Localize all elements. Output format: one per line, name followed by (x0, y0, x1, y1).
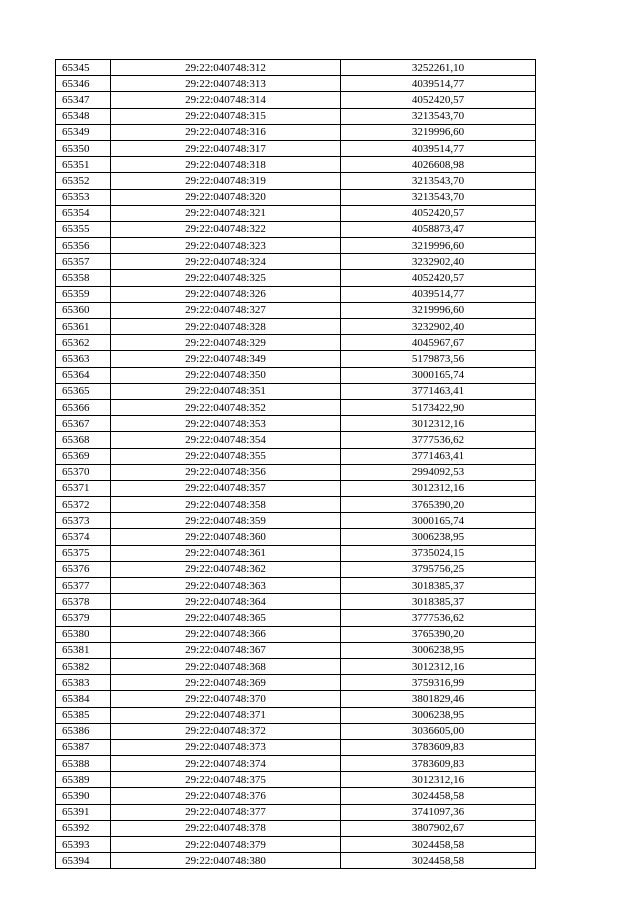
row-number-cell: 65386 (56, 723, 111, 739)
cadastral-value-table (55, 59, 536, 869)
cadastral-value-cell: 4052420,57 (341, 270, 536, 286)
table-row (56, 820, 536, 836)
table-row (56, 545, 536, 561)
cadastral-value-cell: 3759316,99 (341, 675, 536, 691)
cadastral-number-cell: 29:22:040748:374 (111, 756, 341, 772)
row-number-cell: 65367 (56, 416, 111, 432)
cadastral-value-cell: 3006238,95 (341, 529, 536, 545)
cadastral-number-cell: 29:22:040748:322 (111, 221, 341, 237)
row-number-cell: 65354 (56, 205, 111, 221)
cadastral-number-cell: 29:22:040748:318 (111, 157, 341, 173)
row-number-cell: 65372 (56, 497, 111, 513)
cadastral-number-cell: 29:22:040748:378 (111, 820, 341, 836)
table-row (56, 124, 536, 140)
row-number-cell: 65390 (56, 788, 111, 804)
table-row (56, 399, 536, 415)
row-number-cell: 65387 (56, 739, 111, 755)
cadastral-number-cell: 29:22:040748:314 (111, 92, 341, 108)
cadastral-number-cell: 29:22:040748:313 (111, 76, 341, 92)
row-number-cell: 65394 (56, 853, 111, 869)
cadastral-number-cell: 29:22:040748:367 (111, 642, 341, 658)
row-number-cell: 65356 (56, 238, 111, 254)
row-number-cell: 65378 (56, 594, 111, 610)
row-number-cell: 65376 (56, 561, 111, 577)
cadastral-value-cell: 4039514,77 (341, 76, 536, 92)
table-row (56, 658, 536, 674)
cadastral-value-cell: 3000165,74 (341, 513, 536, 529)
cadastral-number-cell: 29:22:040748:380 (111, 853, 341, 869)
cadastral-number-cell: 29:22:040748:364 (111, 594, 341, 610)
table-row (56, 157, 536, 173)
cadastral-value-cell: 3765390,20 (341, 626, 536, 642)
cadastral-number-cell: 29:22:040748:375 (111, 772, 341, 788)
table-row (56, 416, 536, 432)
table-row (56, 561, 536, 577)
table-row (56, 351, 536, 367)
table-row (56, 513, 536, 529)
cadastral-number-cell: 29:22:040748:324 (111, 254, 341, 270)
cadastral-value-cell: 3801829,46 (341, 691, 536, 707)
row-number-cell: 65360 (56, 302, 111, 318)
row-number-cell: 65346 (56, 76, 111, 92)
table-row (56, 804, 536, 820)
row-number-cell: 65368 (56, 432, 111, 448)
cadastral-number-cell: 29:22:040748:366 (111, 626, 341, 642)
cadastral-value-cell: 4052420,57 (341, 205, 536, 221)
cadastral-number-cell: 29:22:040748:351 (111, 383, 341, 399)
cadastral-value-cell: 3000165,74 (341, 367, 536, 383)
table-row (56, 254, 536, 270)
cadastral-value-cell: 3783609,83 (341, 756, 536, 772)
cadastral-number-cell: 29:22:040748:325 (111, 270, 341, 286)
row-number-cell: 65392 (56, 820, 111, 836)
cadastral-value-cell: 3012312,16 (341, 772, 536, 788)
cadastral-value-cell: 3219996,60 (341, 238, 536, 254)
cadastral-value-cell: 3232902,40 (341, 319, 536, 335)
table-row (56, 739, 536, 755)
table-row (56, 675, 536, 691)
row-number-cell: 65375 (56, 545, 111, 561)
cadastral-number-cell: 29:22:040748:373 (111, 739, 341, 755)
cadastral-value-cell: 4052420,57 (341, 92, 536, 108)
cadastral-value-cell: 4026608,98 (341, 157, 536, 173)
cadastral-number-cell: 29:22:040748:353 (111, 416, 341, 432)
table-row (56, 173, 536, 189)
row-number-cell: 65361 (56, 319, 111, 335)
cadastral-number-cell: 29:22:040748:316 (111, 124, 341, 140)
cadastral-number-cell: 29:22:040748:349 (111, 351, 341, 367)
cadastral-number-cell: 29:22:040748:371 (111, 707, 341, 723)
table-row (56, 335, 536, 351)
cadastral-number-cell: 29:22:040748:320 (111, 189, 341, 205)
cadastral-number-cell: 29:22:040748:352 (111, 399, 341, 415)
row-number-cell: 65370 (56, 464, 111, 480)
cadastral-number-cell: 29:22:040748:376 (111, 788, 341, 804)
table-row (56, 205, 536, 221)
cadastral-value-cell: 3213543,70 (341, 173, 536, 189)
row-number-cell: 65349 (56, 124, 111, 140)
row-number-cell: 65382 (56, 658, 111, 674)
cadastral-value-cell: 5179873,56 (341, 351, 536, 367)
row-number-cell: 65348 (56, 108, 111, 124)
cadastral-value-cell: 3006238,95 (341, 642, 536, 658)
cadastral-value-cell: 3771463,41 (341, 448, 536, 464)
row-number-cell: 65369 (56, 448, 111, 464)
cadastral-value-cell: 3777536,62 (341, 610, 536, 626)
table-row (56, 302, 536, 318)
table-row (56, 448, 536, 464)
cadastral-value-cell: 3018385,37 (341, 578, 536, 594)
cadastral-number-cell: 29:22:040748:321 (111, 205, 341, 221)
cadastral-number-cell: 29:22:040748:365 (111, 610, 341, 626)
cadastral-number-cell: 29:22:040748:368 (111, 658, 341, 674)
cadastral-value-cell: 3252261,10 (341, 60, 536, 76)
cadastral-value-cell: 3765390,20 (341, 497, 536, 513)
row-number-cell: 65380 (56, 626, 111, 642)
cadastral-number-cell: 29:22:040748:363 (111, 578, 341, 594)
table-row (56, 480, 536, 496)
row-number-cell: 65391 (56, 804, 111, 820)
cadastral-number-cell: 29:22:040748:355 (111, 448, 341, 464)
cadastral-value-cell: 3018385,37 (341, 594, 536, 610)
table-row (56, 464, 536, 480)
cadastral-value-cell: 3219996,60 (341, 302, 536, 318)
cadastral-value-cell: 3741097,36 (341, 804, 536, 820)
table-row (56, 853, 536, 869)
table-row (56, 497, 536, 513)
table-row (56, 837, 536, 853)
cadastral-number-cell: 29:22:040748:315 (111, 108, 341, 124)
table-row (56, 319, 536, 335)
cadastral-value-cell: 3213543,70 (341, 189, 536, 205)
row-number-cell: 65366 (56, 399, 111, 415)
cadastral-number-cell: 29:22:040748:326 (111, 286, 341, 302)
cadastral-value-cell: 3777536,62 (341, 432, 536, 448)
row-number-cell: 65350 (56, 140, 111, 156)
table-body (56, 60, 536, 869)
row-number-cell: 65362 (56, 335, 111, 351)
table-row (56, 238, 536, 254)
row-number-cell: 65352 (56, 173, 111, 189)
cadastral-value-cell: 5173422,90 (341, 399, 536, 415)
table-row (56, 529, 536, 545)
table-row (56, 707, 536, 723)
cadastral-value-cell: 3219996,60 (341, 124, 536, 140)
table-row (56, 367, 536, 383)
row-number-cell: 65358 (56, 270, 111, 286)
table-row (56, 626, 536, 642)
cadastral-value-cell: 3036605,00 (341, 723, 536, 739)
cadastral-number-cell: 29:22:040748:327 (111, 302, 341, 318)
cadastral-value-cell: 3024458,58 (341, 788, 536, 804)
table-row (56, 189, 536, 205)
cadastral-number-cell: 29:22:040748:370 (111, 691, 341, 707)
table-row (56, 594, 536, 610)
table-row (56, 756, 536, 772)
cadastral-number-cell: 29:22:040748:328 (111, 319, 341, 335)
cadastral-value-cell: 3012312,16 (341, 416, 536, 432)
row-number-cell: 65357 (56, 254, 111, 270)
cadastral-value-cell: 4045967,67 (341, 335, 536, 351)
row-number-cell: 65373 (56, 513, 111, 529)
table-row (56, 432, 536, 448)
cadastral-value-cell: 3213543,70 (341, 108, 536, 124)
cadastral-value-cell: 4039514,77 (341, 140, 536, 156)
table-row (56, 723, 536, 739)
cadastral-number-cell: 29:22:040748:360 (111, 529, 341, 545)
cadastral-number-cell: 29:22:040748:357 (111, 480, 341, 496)
row-number-cell: 65379 (56, 610, 111, 626)
row-number-cell: 65377 (56, 578, 111, 594)
row-number-cell: 65389 (56, 772, 111, 788)
table-row (56, 642, 536, 658)
cadastral-number-cell: 29:22:040748:362 (111, 561, 341, 577)
cadastral-value-cell: 4058873,47 (341, 221, 536, 237)
table-row (56, 60, 536, 76)
table-row (56, 140, 536, 156)
row-number-cell: 65384 (56, 691, 111, 707)
cadastral-number-cell: 29:22:040748:356 (111, 464, 341, 480)
cadastral-number-cell: 29:22:040748:312 (111, 60, 341, 76)
row-number-cell: 65345 (56, 60, 111, 76)
table-row (56, 610, 536, 626)
cadastral-number-cell: 29:22:040748:319 (111, 173, 341, 189)
cadastral-value-cell: 3024458,58 (341, 837, 536, 853)
row-number-cell: 65347 (56, 92, 111, 108)
row-number-cell: 65371 (56, 480, 111, 496)
cadastral-number-cell: 29:22:040748:361 (111, 545, 341, 561)
cadastral-number-cell: 29:22:040748:379 (111, 837, 341, 853)
cadastral-number-cell: 29:22:040748:354 (111, 432, 341, 448)
cadastral-value-cell: 3232902,40 (341, 254, 536, 270)
cadastral-value-cell: 3012312,16 (341, 480, 536, 496)
cadastral-number-cell: 29:22:040748:377 (111, 804, 341, 820)
table-row (56, 108, 536, 124)
table-row (56, 578, 536, 594)
table-row (56, 788, 536, 804)
cadastral-value-cell: 3783609,83 (341, 739, 536, 755)
cadastral-number-cell: 29:22:040748:372 (111, 723, 341, 739)
cadastral-number-cell: 29:22:040748:350 (111, 367, 341, 383)
row-number-cell: 65381 (56, 642, 111, 658)
cadastral-number-cell: 29:22:040748:329 (111, 335, 341, 351)
table-row (56, 76, 536, 92)
row-number-cell: 65364 (56, 367, 111, 383)
row-number-cell: 65355 (56, 221, 111, 237)
row-number-cell: 65351 (56, 157, 111, 173)
cadastral-value-cell: 3012312,16 (341, 658, 536, 674)
table-row (56, 270, 536, 286)
row-number-cell: 65383 (56, 675, 111, 691)
cadastral-value-cell: 3024458,58 (341, 853, 536, 869)
cadastral-value-cell: 2994092,53 (341, 464, 536, 480)
row-number-cell: 65374 (56, 529, 111, 545)
table-row (56, 221, 536, 237)
table-row (56, 92, 536, 108)
cadastral-value-cell: 4039514,77 (341, 286, 536, 302)
cadastral-value-cell: 3771463,41 (341, 383, 536, 399)
table-row (56, 772, 536, 788)
table-row (56, 383, 536, 399)
row-number-cell: 65365 (56, 383, 111, 399)
table-row (56, 691, 536, 707)
cadastral-number-cell: 29:22:040748:369 (111, 675, 341, 691)
cadastral-value-cell: 3807902,67 (341, 820, 536, 836)
cadastral-value-cell: 3735024,15 (341, 545, 536, 561)
row-number-cell: 65388 (56, 756, 111, 772)
cadastral-number-cell: 29:22:040748:317 (111, 140, 341, 156)
cadastral-number-cell: 29:22:040748:358 (111, 497, 341, 513)
cadastral-value-cell: 3006238,95 (341, 707, 536, 723)
table-row (56, 286, 536, 302)
cadastral-number-cell: 29:22:040748:359 (111, 513, 341, 529)
row-number-cell: 65359 (56, 286, 111, 302)
row-number-cell: 65385 (56, 707, 111, 723)
row-number-cell: 65393 (56, 837, 111, 853)
cadastral-value-cell: 3795756,25 (341, 561, 536, 577)
row-number-cell: 65363 (56, 351, 111, 367)
row-number-cell: 65353 (56, 189, 111, 205)
cadastral-number-cell: 29:22:040748:323 (111, 238, 341, 254)
